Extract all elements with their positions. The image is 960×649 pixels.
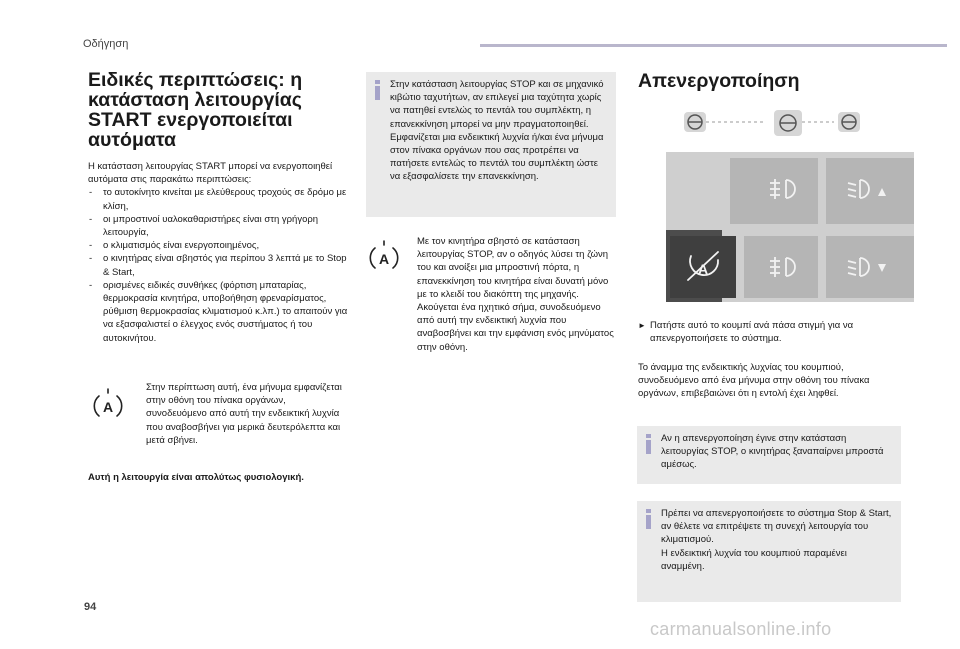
list-item: - ο κλιματισμός είναι ενεργοποιημένος, <box>88 239 350 252</box>
steering-switch-row <box>684 110 862 136</box>
stop-start-warning-icon <box>89 387 127 425</box>
press-button-step <box>638 319 896 345</box>
info-text: Στην κατάσταση λειτουργίας STOP και σε μηχανικό κιβώτιο ταχυτήτων, αν επιλεγεί μια ταχύτητα χωρίς να πατηθεί εντελώς το πεντάλ του συμπλέκτη, η επανεκκίνηση μπορεί να μην πραγματοποιηθεί. <box>390 79 604 130</box>
info-text: Εμφανίζεται μια ενδεικτική λυχνία ή/και ένα μήνυμα στον πίνακα οργάνων που σας προτρέπει να πατήσετε εντελώς το πεντάλ του συμπλέκτη ώστε να εξασφαλίσετε την επανεκκίνηση. <box>390 131 604 183</box>
confirmation-text: Το άναμμα της ενδεικτικής λυχνίας του κουμπιού, συνοδευόμενο από ένα μήνυμα στην οθόνη του πίνακα οργάνων, επιβεβαιώνει ότι η εντολή έχει ληφθεί. <box>638 362 870 400</box>
clutch-info-box <box>366 72 616 217</box>
step-text: Πατήστε αυτό το κουμπί ανά πάσα στιγμή για να απενεργοποιήσετε το σύστημα. <box>650 320 854 345</box>
deactivation-title: Απενεργοποίηση <box>638 70 800 92</box>
auto-start-alert-text: Στην περίπτωση αυτή, ένα μήνυμα εμφανίζεται στην οθόνη του πίνακα οργάνων, συνοδευόμενο από αυτή την ενδεικτική λυχνία που αναβοσβήνει για μερικά δευτερόλεπτα και μετά σβήνει. <box>146 382 342 446</box>
info-text: Πρέπει να απενεργοποιήσετε το σύστημα Stop & Start, αν θέλετε να επιτρέψετε τη συνεχή λειτουργία του κλιματισμού. <box>661 508 892 546</box>
info-text: Η ενδεικτική λυχνία του κουμπιού παραμένει αναμμένη. <box>661 547 847 572</box>
svg-text:A: A <box>378 251 390 267</box>
page-title: Ειδικές περιπτώσεις: η κατάσταση λειτουργίας START ενεργοποιείται αυτόματα <box>88 69 303 151</box>
list-item: - οι μπροστινοί υαλοκαθαριστήρες είναι στη γρήγορη λειτουργία, <box>88 213 350 239</box>
stop-start-warning-icon <box>365 239 403 277</box>
info-icon <box>645 509 652 529</box>
stop-mode-alert-text: Με τον κινητήρα σβηστό σε κατάσταση λειτουργίας STOP, αν ο οδηγός λύσει τη ζώνη του και ανοίξει μια μπροστινή πόρτα, η επανεκκίνηση του κινητήρα είναι δυνατή μόνο με το κλειδί του διακόπτη της μηχανής. Ακούγεται ένα ηχητικό σήμα, συνοδευόμενο από αυτή την ενδεικτική λυχνία που αναβοσβήνει και την εμφάνιση ενός μηνύματος στην οθόνη. <box>417 236 614 353</box>
svg-text:A: A <box>697 261 709 277</box>
header-rule <box>480 44 947 47</box>
auto-start-conditions <box>88 160 350 345</box>
info-icon <box>645 434 652 454</box>
section-title: Οδήγηση <box>83 38 129 50</box>
list-item: - το αυτοκίνητο κινείται με ελεύθερους τροχούς σε δρόμο με κλίση, <box>88 186 350 212</box>
restart-info-box <box>637 426 901 484</box>
intro-text: Η κατάσταση λειτουργίας START μπορεί να ενεργοποιηθεί αυτόματα στις παρακάτω περιπτώσεις: <box>88 161 333 186</box>
arrow-bullet-icon: ► <box>638 321 646 330</box>
page-number: 94 <box>84 601 97 613</box>
watermark: carmanualsonline.info <box>650 619 832 639</box>
conditions-list <box>88 186 350 344</box>
info-icon <box>374 80 381 100</box>
list-item: - ο κινητήρας είναι σβηστός για περίπου 3 λεπτά με το Stop & Start, <box>88 252 350 278</box>
dashboard-switch-panel <box>666 152 914 302</box>
normal-operation-note: Αυτή η λειτουργία είναι απολύτως φυσιολογική. <box>88 472 304 483</box>
info-text: Αν η απενεργοποίηση έγινε στην κατάσταση λειτουργίας STOP, ο κινητήρας ξαναπαίρνει μπροστά αμέσως. <box>661 433 884 471</box>
air-conditioning-info-box <box>637 501 901 602</box>
list-item: - ορισμένες ειδικές συνθήκες (φόρτιση μπαταρίας, θερμοκρασία κινητήρα, υποβοήθηση φρεναρίσματος, ρύθμιση θερμοκρασίας κλιματισμού κ.λπ.) το απαιτούν για να εξασφαλιστεί ο έλεγχος ενός συστήματος ή του αυτοκινήτου. <box>88 279 350 345</box>
svg-text:A: A <box>102 399 114 415</box>
